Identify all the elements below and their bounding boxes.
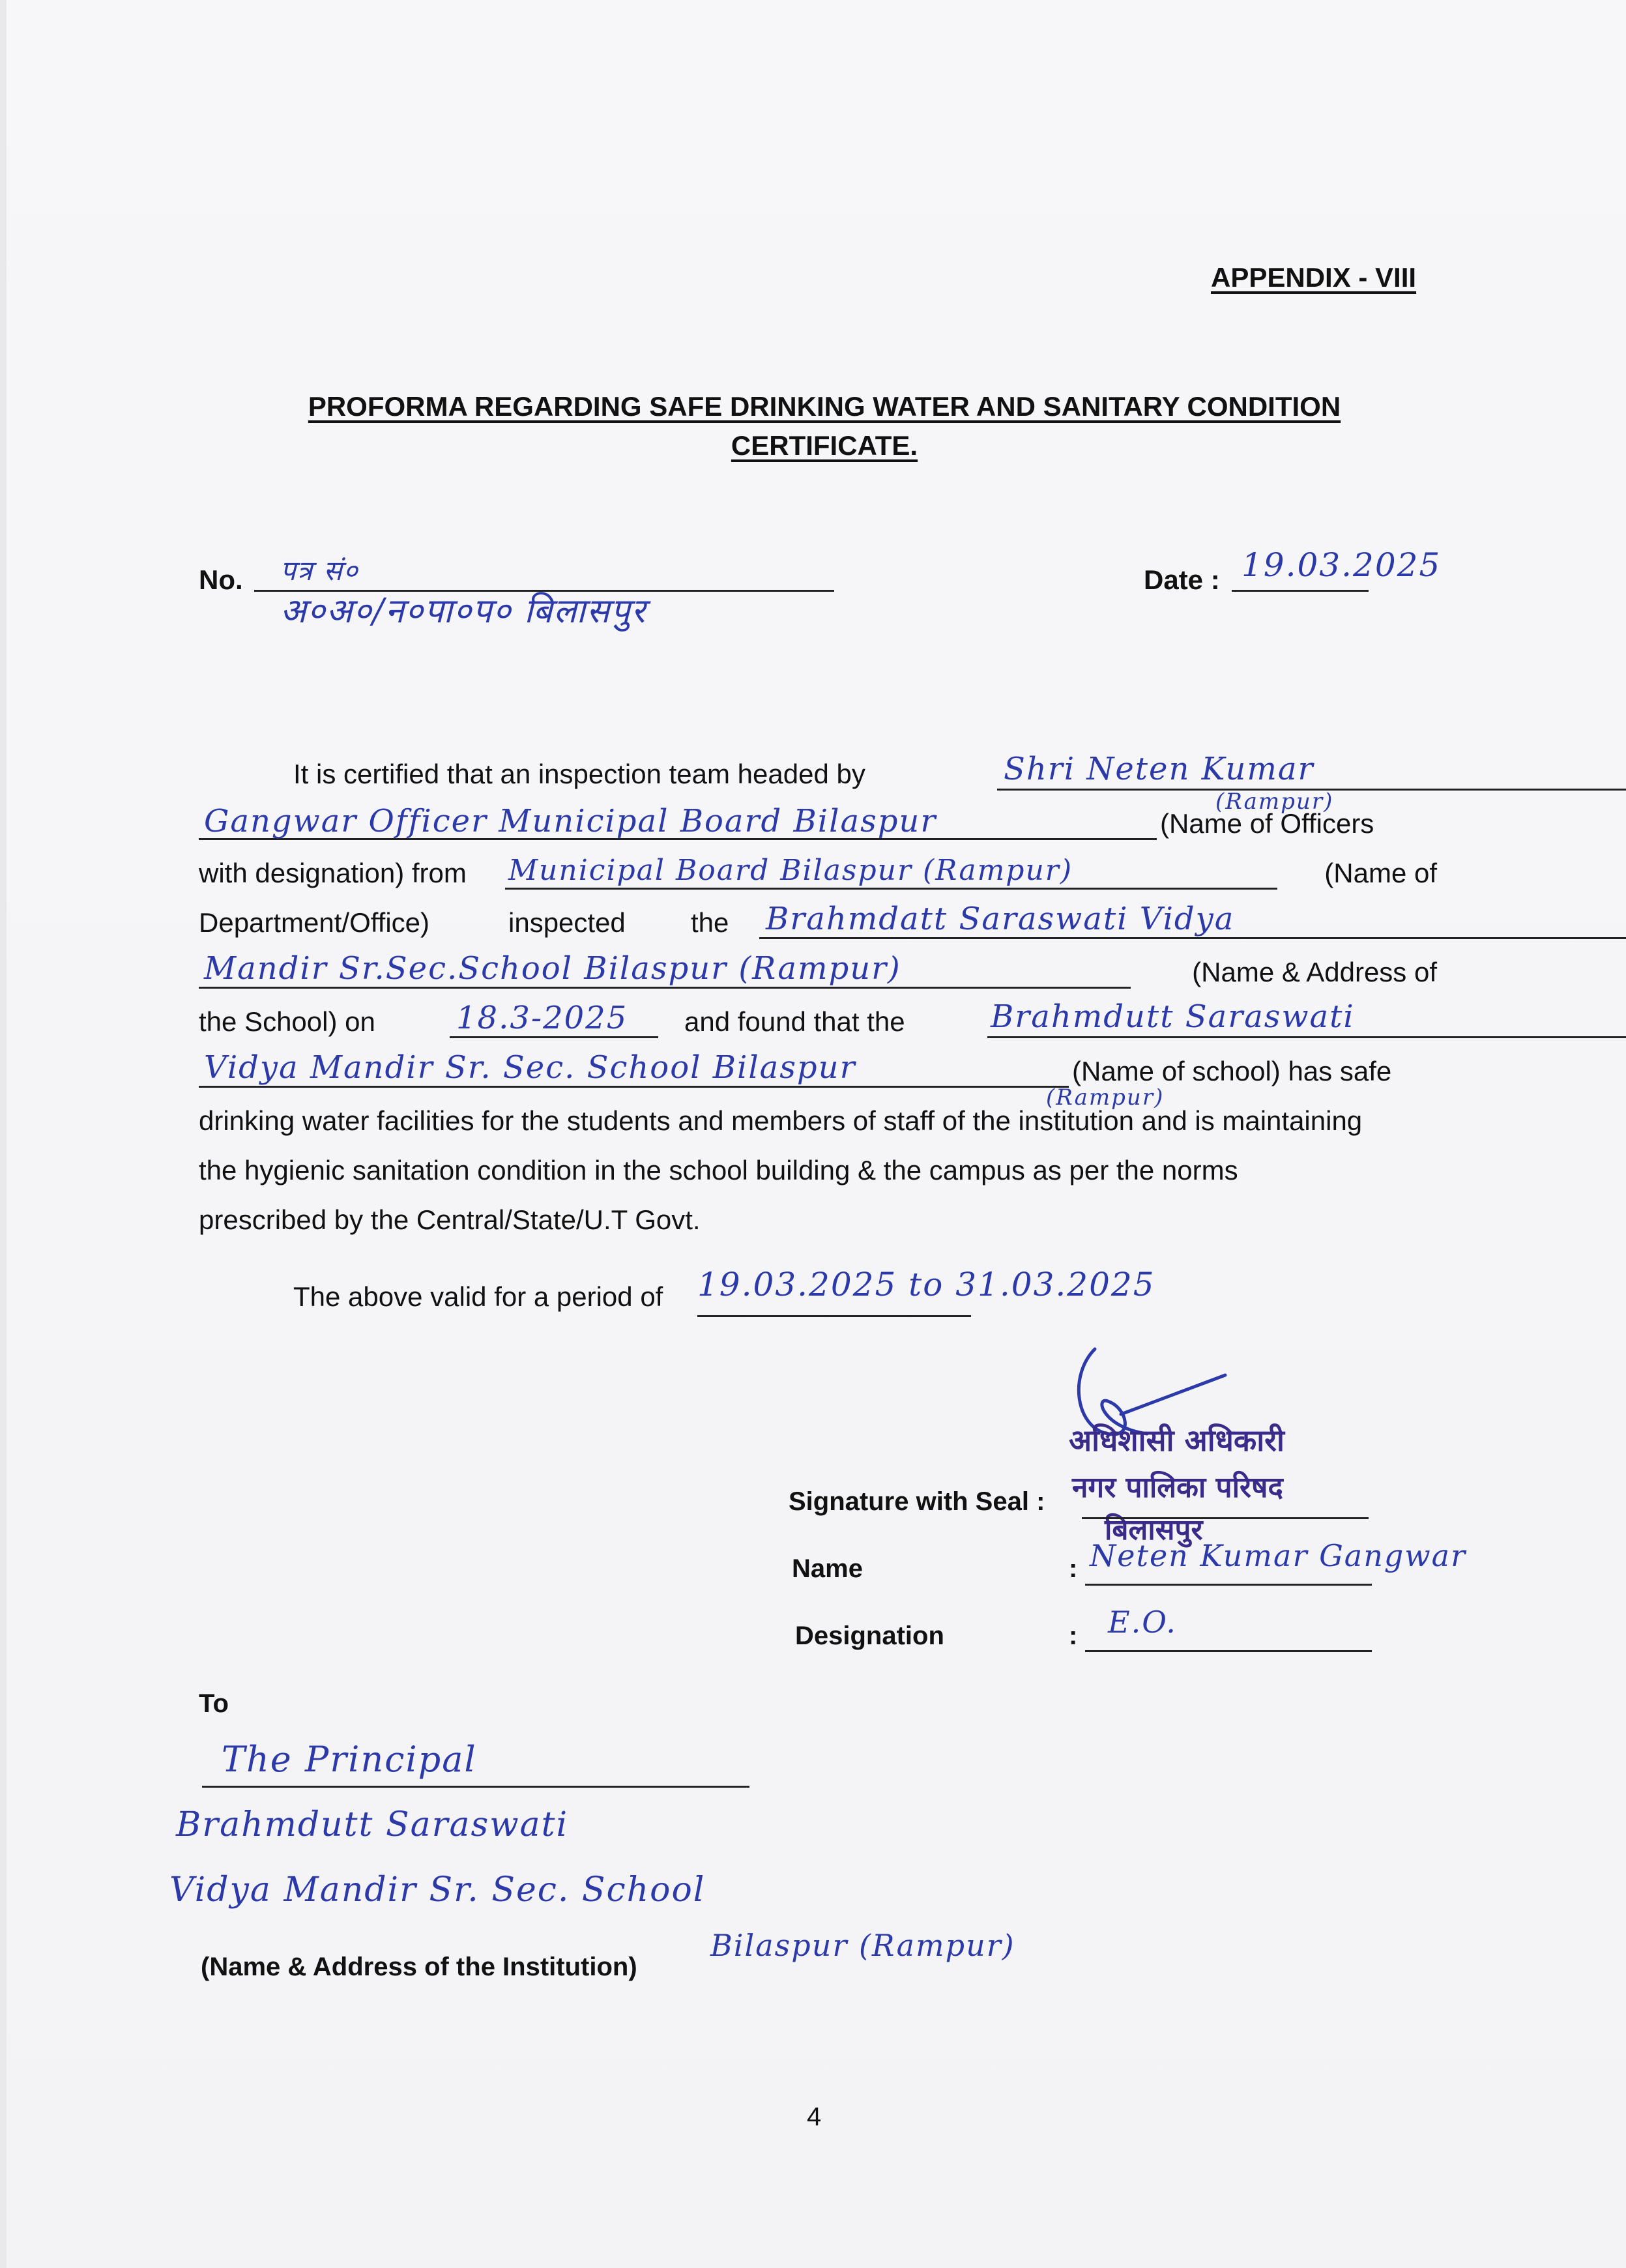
para-line-8: drinking water facilities for the students and members of staff of the institution and is maintaining xyxy=(199,1105,1363,1136)
designation-value: E.O. xyxy=(1108,1605,1177,1640)
to-underline-1 xyxy=(202,1786,749,1788)
certificate-paragraph xyxy=(199,749,1437,1245)
officer-designation: Gangwar Officer Municipal Board Bilaspur xyxy=(204,803,937,839)
para-text: It is certified that an inspection team headed by xyxy=(293,759,865,789)
signature-underline xyxy=(1082,1517,1369,1519)
signature-label: Signature with Seal : xyxy=(789,1487,1045,1516)
date-underline xyxy=(1232,590,1369,592)
to-label: To xyxy=(199,1689,229,1718)
name-colon: : xyxy=(1069,1554,1078,1583)
name-value: Neten Kumar Gangwar xyxy=(1090,1538,1467,1573)
no-value-line-1: पत्र सं० xyxy=(280,555,359,587)
para-line-9: the hygienic sanitation condition in the school building & the campus as per the norms xyxy=(199,1155,1238,1185)
to-line-3: Vidya Mandir Sr. Sec. School xyxy=(169,1870,706,1910)
name-underline xyxy=(1085,1584,1372,1586)
institution-label: (Name & Address of the Institution) xyxy=(201,1953,637,1981)
to-line-2: Brahmdutt Saraswati xyxy=(176,1805,569,1844)
stamp-line-3: बिलासपुर xyxy=(1105,1513,1203,1547)
no-value-line-2: अ०अ०/न०पा०प० बिलासपुर xyxy=(280,592,646,631)
date-value: 19.03.2025 xyxy=(1241,546,1442,584)
para-line-10: prescribed by the Central/State/U.T Govt. xyxy=(199,1204,701,1235)
para-line-7: Vidya Mandir Sr. Sec. School Bilaspur (Rampur) (Name of school) has safe xyxy=(199,1047,1437,1096)
title-line-1: PROFORMA REGARDING SAFE DRINKING WATER AND SANITARY CONDITION xyxy=(308,391,1341,422)
valid-underline xyxy=(697,1315,971,1317)
page-number: 4 xyxy=(807,2102,822,2131)
stamp-line-1: अधिशासी अधिकारी xyxy=(1069,1423,1285,1458)
para-line-4: Department/Office) inspected the Brahmdatt Saraswati Vidya xyxy=(199,898,1437,948)
date-label: Date : xyxy=(1144,564,1220,595)
stamp-line-2: नगर पालिका परिषद xyxy=(1072,1471,1283,1504)
officer-name: Shri Neten Kumar xyxy=(1004,751,1314,787)
to-line-4: Bilaspur (Rampur) xyxy=(710,1928,1015,1963)
designation-colon: : xyxy=(1069,1621,1078,1650)
inspection-date: 18.3-2025 xyxy=(456,1000,628,1036)
school-name-line-3: Brahmdutt Saraswati xyxy=(991,998,1355,1035)
para-line-5: Mandir Sr.Sec.School Bilaspur (Rampur) (Name & Address of xyxy=(199,948,1437,997)
para-line-6: the School) on 18.3-2025 and found that the Brahmdutt Saraswati xyxy=(199,997,1437,1047)
officer-designation-note: (Rampur) xyxy=(1215,789,1334,815)
to-line-1: The Principal xyxy=(222,1739,477,1780)
name-label: Name xyxy=(792,1554,863,1583)
school-name-line-2: Mandir Sr.Sec.School Bilaspur (Rampur) xyxy=(204,950,901,987)
para-line-2: Gangwar Officer Municipal Board Bilaspur (Rampur) (Name of Officers xyxy=(199,799,1437,849)
school-name-line-1: Brahmdatt Saraswati Vidya xyxy=(766,901,1235,937)
school-name-line-4: Vidya Mandir Sr. Sec. School Bilaspur xyxy=(204,1049,856,1086)
document-page xyxy=(7,0,1626,2268)
no-label: No. xyxy=(199,564,243,595)
appendix-heading: APPENDIX - VIII xyxy=(1211,262,1417,293)
department-value: Municipal Board Bilaspur (Rampur) xyxy=(508,854,1073,887)
school-name-note: (Rampur) xyxy=(1046,1084,1165,1111)
valid-label: The above valid for a period of xyxy=(293,1281,663,1312)
title-line-2: CERTIFICATE. xyxy=(731,430,918,461)
designation-label: Designation xyxy=(795,1621,944,1650)
valid-period-value: 19.03.2025 to 31.03.2025 xyxy=(697,1266,1155,1303)
para-line-3: with designation) from Municipal Board Bilaspur (Rampur) (Name of xyxy=(199,849,1437,898)
designation-underline xyxy=(1085,1650,1372,1652)
